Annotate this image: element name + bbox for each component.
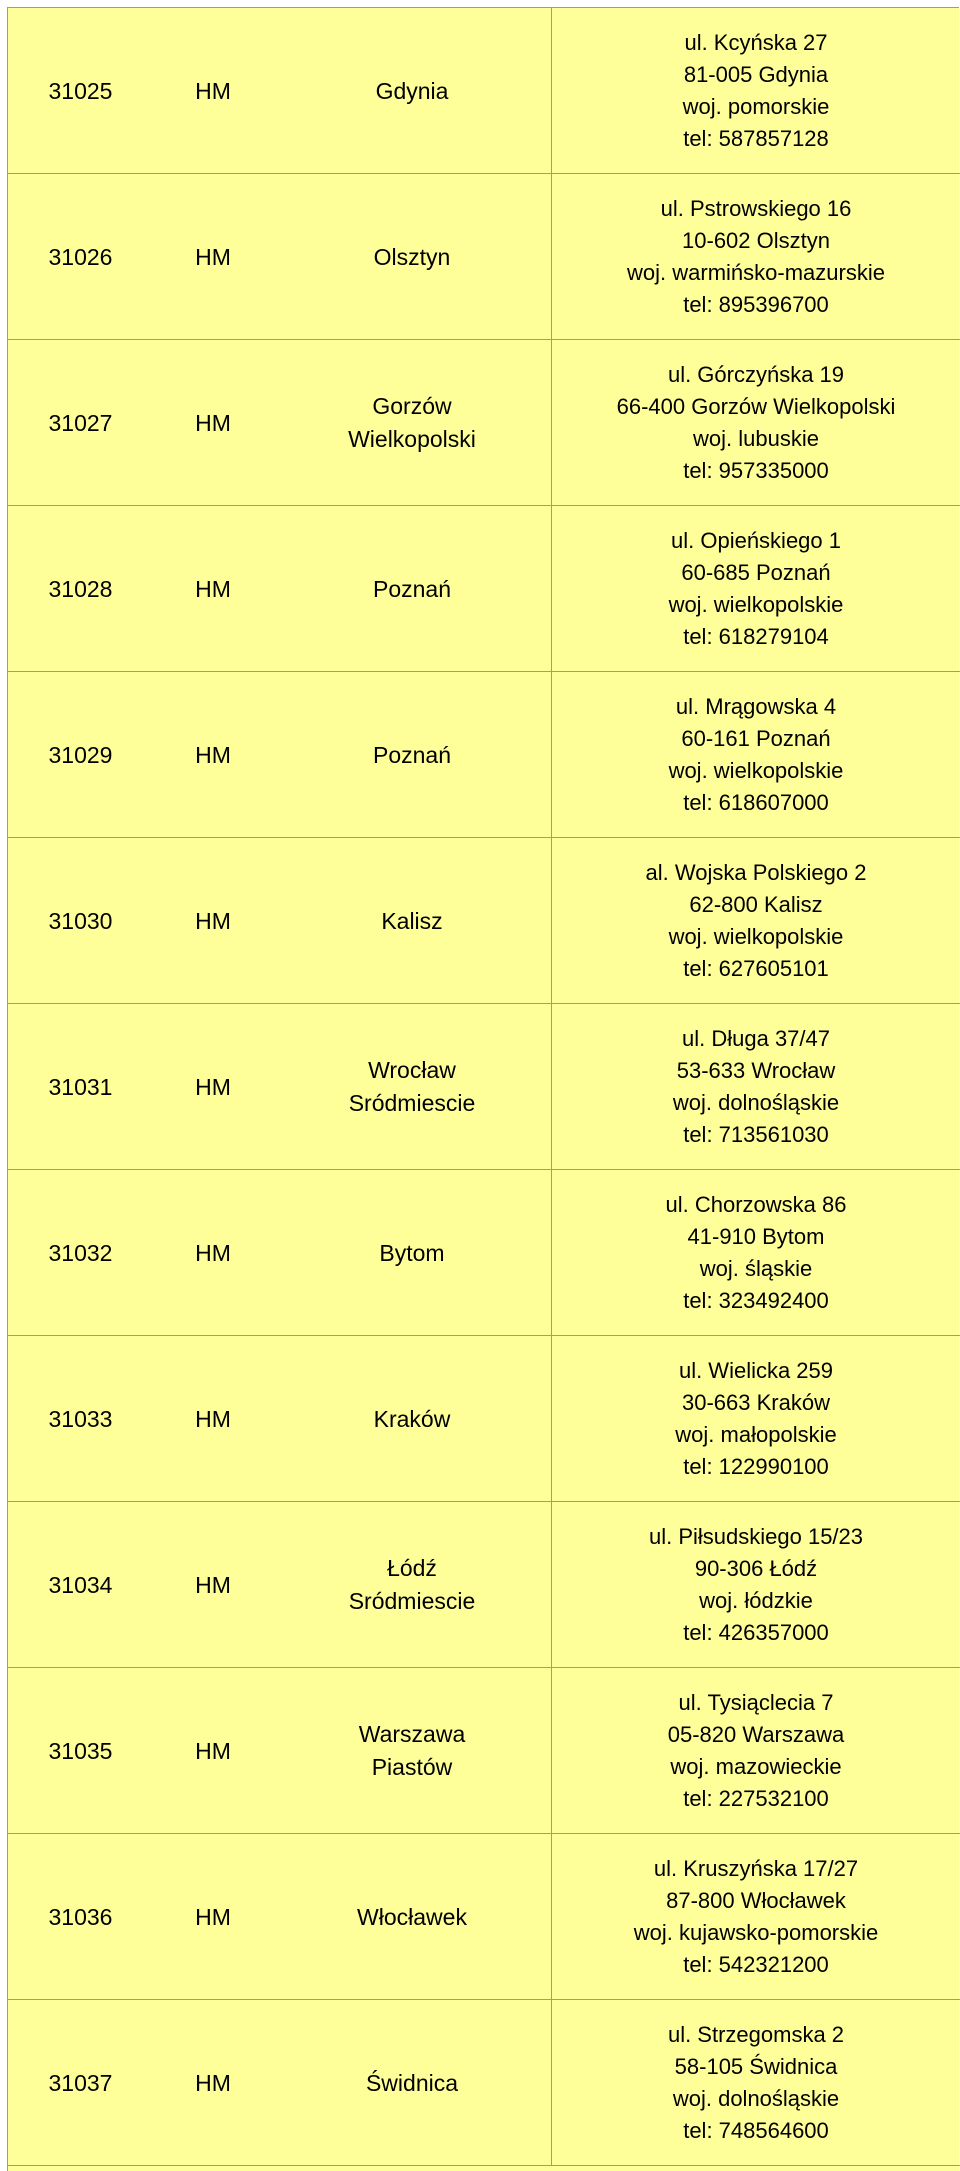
phone-line: tel: 748564600: [683, 2118, 829, 2143]
phone-line: tel: 323492400: [683, 1288, 829, 1313]
address-cell: [551, 1170, 960, 1336]
store-id: 31026: [48, 243, 113, 270]
store-type: HM: [195, 77, 231, 104]
postal-line: 10-602 Olsztyn: [682, 228, 830, 253]
table-row: [8, 838, 960, 1004]
street-line: ul. Wielicka 259: [678, 1358, 834, 1383]
postal-line: 58-105 Świdnica: [674, 2054, 838, 2079]
street-line: ul. Długa 37/47: [682, 1026, 830, 1051]
region-line: woj. pomorskie: [682, 94, 830, 119]
phone-line: tel: 587857128: [683, 126, 829, 151]
phone-line: tel: 122990100: [683, 1454, 829, 1479]
postal-line: 66-400 Gorzów Wielkopolski: [616, 394, 896, 419]
postal-line: 53-633 Wrocław: [676, 1058, 836, 1083]
address-cell: [551, 2000, 960, 2166]
phone-line: tel: 618607000: [683, 790, 829, 815]
locations-table: [7, 7, 959, 2171]
street-line: ul. Opieńskiego 1: [671, 528, 841, 553]
postal-line: 30-663 Kraków: [682, 1390, 830, 1415]
street-line: al. Wojska Polskiego 2: [645, 860, 867, 885]
city-line: Piastów: [371, 1754, 453, 1780]
city-line: Olsztyn: [373, 243, 451, 270]
table-row: [8, 1668, 960, 1834]
address-cell: [551, 1336, 960, 1502]
city-line: Gdynia: [375, 77, 449, 104]
store-id: 31031: [48, 1073, 113, 1100]
store-type: HM: [195, 1405, 231, 1432]
postal-line: 62-800 Kalisz: [689, 892, 823, 917]
phone-line: tel: 627605101: [683, 956, 829, 981]
postal-line: 90-306 Łódź: [694, 1556, 818, 1581]
store-type: HM: [195, 1571, 231, 1598]
store-id: 31032: [48, 1239, 113, 1266]
city-line: Kraków: [373, 1405, 451, 1432]
address-cell: [551, 340, 960, 506]
city-cell: [273, 838, 551, 1004]
street-line: ul. Tysiąclecia 7: [678, 1690, 834, 1715]
table-row: [8, 174, 960, 340]
address-cell: [551, 1004, 960, 1170]
table-row: [8, 506, 960, 672]
store-type: HM: [195, 1737, 231, 1764]
city-cell: [273, 340, 551, 506]
region-line: woj. kujawsko-pomorskie: [633, 1920, 879, 1945]
city-line: Sródmiescie: [348, 1090, 476, 1116]
address-cell: [551, 8, 960, 174]
store-id: 31027: [48, 409, 113, 436]
address-cell: [551, 174, 960, 340]
region-line: woj. warmińsko-mazurskie: [627, 260, 885, 285]
city-cell: [273, 2000, 551, 2166]
region-line: woj. dolnośląskie: [672, 2086, 840, 2111]
store-id: 31029: [48, 741, 113, 768]
store-id: 31035: [48, 1737, 113, 1764]
street-line: ul. Chorzowska 86: [665, 1192, 847, 1217]
city-line: Włocławek: [357, 1903, 467, 1930]
address-cell: [551, 1668, 960, 1834]
store-type: HM: [195, 575, 231, 602]
region-line: woj. wielkopolskie: [668, 592, 844, 617]
street-line: ul. Kcyńska 27: [684, 30, 828, 55]
region-line: woj. dolnośląskie: [672, 1090, 840, 1115]
region-line: woj. wielkopolskie: [668, 758, 844, 783]
city-cell: [273, 174, 551, 340]
city-line: Sródmiescie: [348, 1588, 476, 1614]
city-cell: [273, 1170, 551, 1336]
store-id: 31033: [48, 1405, 113, 1432]
phone-line: tel: 957335000: [683, 458, 829, 483]
store-type: HM: [195, 1239, 231, 1266]
store-type: HM: [195, 409, 231, 436]
city-cell: [273, 1834, 551, 2000]
city-cell: [273, 672, 551, 838]
region-line: woj. lubuskie: [693, 426, 819, 451]
street-line: ul. Mrągowska 4: [675, 694, 837, 719]
postal-line: 87-800 Włocławek: [666, 1888, 846, 1913]
city-line: Gorzów: [372, 393, 452, 419]
address-cell: [551, 1502, 960, 1668]
phone-line: tel: 227532100: [683, 1786, 829, 1811]
street-line: ul. Pstrowskiego 16: [660, 196, 852, 221]
address-cell: [551, 838, 960, 1004]
store-id: 31036: [48, 1903, 113, 1930]
table-row: [8, 1336, 960, 1502]
store-id: 31028: [48, 575, 113, 602]
table-row: [8, 1004, 960, 1170]
store-type: HM: [195, 1073, 231, 1100]
street-line: ul. Strzegomska 2: [667, 2022, 845, 2047]
postal-line: 60-685 Poznań: [681, 560, 831, 585]
table-row: [8, 1170, 960, 1336]
phone-line: tel: 713561030: [683, 1122, 829, 1147]
table-row: [8, 8, 960, 174]
city-cell: [273, 8, 551, 174]
store-type: HM: [195, 907, 231, 934]
address-cell: [551, 1834, 960, 2000]
phone-line: tel: 618279104: [683, 624, 829, 649]
table-row: [8, 672, 960, 838]
phone-line: tel: 542321200: [683, 1952, 829, 1977]
table-row: [8, 1502, 960, 1668]
address-cell: [551, 672, 960, 838]
city-line: Bytom: [379, 1239, 445, 1266]
region-line: woj. łódzkie: [699, 1588, 813, 1613]
street-line: ul. Kruszyńska 17/27: [653, 1856, 859, 1881]
city-cell: [273, 1004, 551, 1170]
city-line: Wrocław: [368, 1057, 456, 1083]
city-cell: [273, 1668, 551, 1834]
store-type: HM: [195, 2069, 231, 2096]
city-line: Poznań: [372, 741, 451, 768]
store-type: HM: [195, 741, 231, 768]
street-line: ul. Górczyńska 19: [667, 362, 845, 387]
store-id: 31034: [48, 1571, 113, 1598]
phone-line: tel: 895396700: [683, 292, 829, 317]
city-line: Kalisz: [381, 907, 443, 934]
postal-line: 05-820 Warszawa: [667, 1722, 845, 1747]
phone-line: tel: 426357000: [683, 1620, 829, 1645]
store-type: HM: [195, 243, 231, 270]
city-line: Świdnica: [365, 2069, 459, 2096]
city-line: Łódź: [387, 1555, 437, 1581]
store-id: 31025: [48, 77, 113, 104]
postal-line: 41-910 Bytom: [687, 1224, 825, 1249]
address-cell: [551, 506, 960, 672]
city-line: Wielkopolski: [348, 426, 476, 452]
postal-line: 60-161 Poznań: [681, 726, 831, 751]
store-id: 31030: [48, 907, 113, 934]
region-line: woj. małopolskie: [675, 1422, 837, 1447]
store-type: HM: [195, 1903, 231, 1930]
city-cell: [273, 1336, 551, 1502]
street-line: ul. Piłsudskiego 15/23: [648, 1524, 864, 1549]
region-line: woj. śląskie: [699, 1256, 813, 1281]
table-row: [8, 1834, 960, 2000]
region-line: woj. wielkopolskie: [668, 924, 844, 949]
region-line: woj. mazowieckie: [670, 1754, 842, 1779]
postal-line: 81-005 Gdynia: [683, 62, 829, 87]
store-id: 31037: [48, 2069, 113, 2096]
city-line: Warszawa: [358, 1721, 466, 1747]
city-line: Poznań: [372, 575, 451, 602]
city-cell: [273, 506, 551, 672]
city-cell: [273, 1502, 551, 1668]
table-row: [8, 2000, 960, 2166]
table-row: [8, 340, 960, 506]
